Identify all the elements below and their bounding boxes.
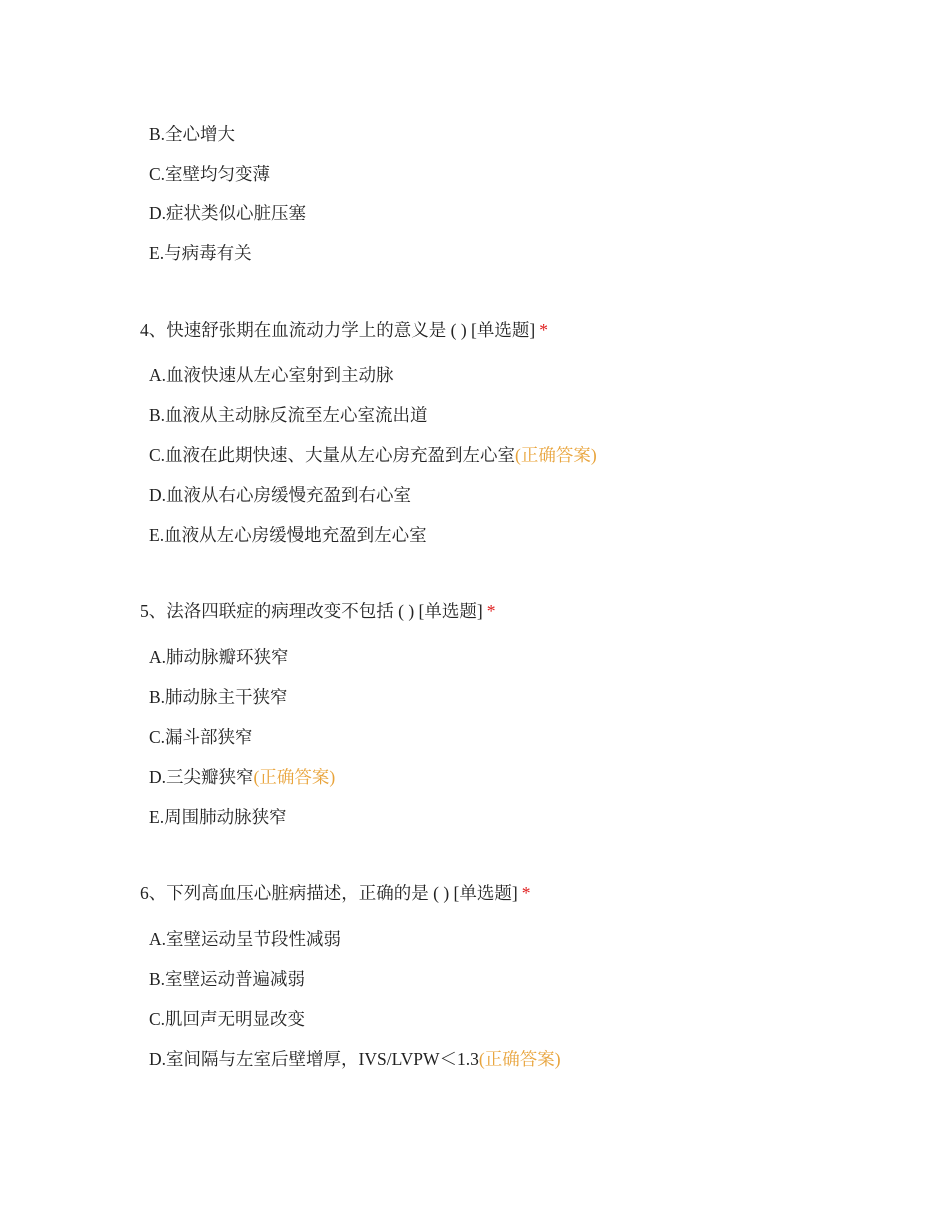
- question-5-option-a: [149, 646, 289, 668]
- question-4-option-e: [149, 524, 427, 546]
- question-5-option-d: [149, 766, 335, 788]
- question-text: 4、快速舒张期在血流动力学上的意义是 ( ) [单选题]: [140, 320, 536, 340]
- option-prev-d: [149, 202, 306, 224]
- option-text: D.三尖瓣狭窄: [149, 767, 254, 787]
- option-text: A.血液快速从左心室射到主动脉: [149, 365, 394, 385]
- option-prev-e: [149, 242, 252, 264]
- option-prev-b: [149, 123, 235, 145]
- option-text: C.室壁均匀变薄: [149, 164, 271, 184]
- question-text: 6、下列高血压心脏病描述，正确的是 ( ) [单选题]: [140, 883, 518, 903]
- question-5-option-b: [149, 686, 288, 708]
- question-5-option-e: [149, 806, 287, 828]
- question-6-option-d: [149, 1048, 561, 1070]
- option-text: C.肌回声无明显改变: [149, 1009, 306, 1029]
- option-text: D.症状类似心脏压塞: [149, 203, 307, 223]
- option-text: C.漏斗部狭窄: [149, 727, 253, 747]
- option-text: D.血液从右心房缓慢充盈到右心室: [149, 485, 412, 505]
- correct-answer-tag: (正确答案): [515, 445, 597, 465]
- question-5-title: [140, 600, 495, 622]
- option-text: E.血液从左心房缓慢地充盈到左心室: [149, 525, 427, 545]
- required-mark: *: [486, 601, 496, 621]
- question-4-title: [140, 319, 548, 341]
- option-text: A.肺动脉瓣环狭窄: [149, 647, 289, 667]
- question-6-title: [140, 882, 530, 904]
- question-6-option-b: [149, 968, 305, 990]
- question-4-option-d: [149, 484, 411, 506]
- question-4-option-b: [149, 404, 428, 426]
- required-mark: *: [521, 883, 531, 903]
- question-6-option-a: [149, 928, 341, 950]
- option-text: B.全心增大: [149, 124, 236, 144]
- option-text: B.肺动脉主干狭窄: [149, 687, 288, 707]
- required-mark: *: [539, 320, 548, 340]
- option-text: C.血液在此期快速、大量从左心房充盈到左心室: [149, 445, 516, 465]
- correct-answer-tag: (正确答案): [478, 1049, 561, 1069]
- option-text: E.与病毒有关: [149, 243, 252, 263]
- option-text: A.室壁运动呈节段性减弱: [149, 929, 342, 949]
- question-5-option-c: [149, 726, 253, 748]
- question-4-option-c: [149, 444, 597, 466]
- question-text: 5、法洛四联症的病理改变不包括 ( ) [单选题]: [140, 601, 483, 621]
- option-text: B.室壁运动普遍减弱: [149, 969, 306, 989]
- option-text: B.血液从主动脉反流至左心室流出道: [149, 405, 428, 425]
- correct-answer-tag: (正确答案): [253, 767, 336, 787]
- option-text: D.室间隔与左室后壁增厚，IVS/LVPW＜1.3: [149, 1049, 479, 1069]
- question-6-option-c: [149, 1008, 305, 1030]
- question-4-option-a: [149, 364, 394, 386]
- option-prev-c: [149, 163, 270, 185]
- option-text: E.周围肺动脉狭窄: [149, 807, 287, 827]
